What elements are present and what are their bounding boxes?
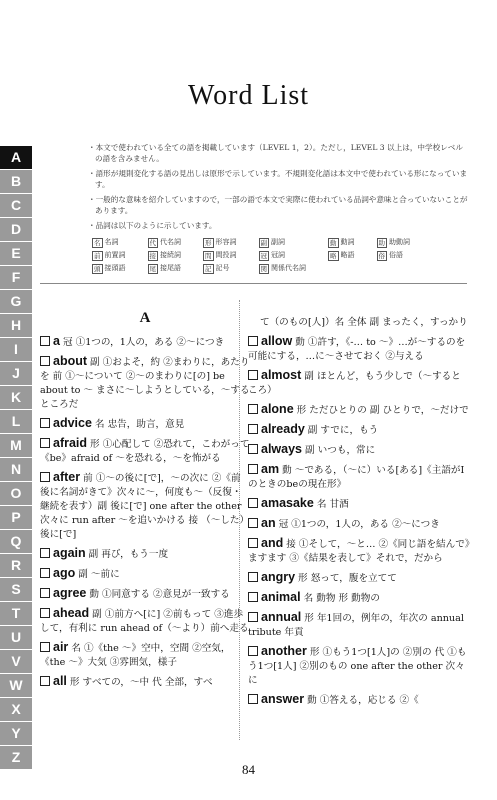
index-tab-z[interactable]: Z	[0, 746, 32, 770]
pos-label: 記号	[215, 264, 230, 272]
headword: animal	[261, 590, 301, 604]
pos-label: 関係代名詞	[271, 264, 306, 272]
index-tab-f[interactable]: F	[0, 266, 32, 290]
definition: 接 ①そして，〜と… ②《同じ語を結んで》ますます ③《結果を表して》それで，だから	[248, 539, 470, 564]
word-entry	[248, 610, 470, 640]
legend-item	[203, 263, 249, 274]
word-entry	[40, 334, 250, 350]
entry-checkbox[interactable]	[40, 588, 50, 598]
entry-checkbox[interactable]	[248, 646, 258, 656]
pos-label: 形容詞	[215, 238, 237, 246]
entry-checkbox[interactable]	[248, 694, 258, 704]
word-entry	[248, 442, 470, 458]
entry-checkbox[interactable]	[248, 404, 258, 414]
definition: 副 ①前方へ[に] ②前もって ③進歩して，有利に run ahead of（〜より）前へ走る	[40, 609, 249, 634]
definition: 冠 ①1つの，1人の，ある ②〜につき	[62, 337, 225, 348]
entry-checkbox[interactable]	[40, 472, 50, 482]
word-entry	[248, 462, 470, 492]
word-entry	[248, 644, 470, 688]
entry-checkbox[interactable]	[248, 424, 258, 434]
definition: 副 〜前に	[78, 569, 120, 580]
index-tab-x[interactable]: X	[0, 698, 32, 722]
index-tab-p[interactable]: P	[0, 506, 32, 530]
definition: 動 ①同意する ②意見が一致する	[89, 589, 230, 600]
index-tab-n[interactable]: N	[0, 458, 32, 482]
legend-item	[92, 263, 138, 274]
index-tab-t[interactable]: T	[0, 602, 32, 626]
pos-label: 助動詞	[389, 238, 410, 246]
index-tab-y[interactable]: Y	[0, 722, 32, 746]
definition: 副 ほとんど，もう少しで（〜するところ）	[248, 371, 461, 396]
definition: 動 ①答える，応じる ②《	[307, 695, 419, 706]
definition: 形 年1回の，例年の，年次の annual tribute 年貢	[248, 613, 464, 638]
word-entry	[248, 570, 470, 586]
index-tab-r[interactable]: R	[0, 554, 32, 578]
pos-abbr: 頭	[94, 264, 101, 273]
headword: all	[53, 674, 67, 688]
index-tab-m[interactable]: M	[0, 434, 32, 458]
pos-label: 略語	[340, 251, 355, 259]
headword: always	[261, 442, 303, 456]
legend-item	[148, 263, 194, 274]
section-letter: A	[139, 310, 151, 326]
pos-abbr: 略	[330, 251, 337, 260]
definition: 形 怒って，腹を立てて	[298, 573, 397, 584]
pos-abbr: 名	[94, 238, 101, 247]
word-entry	[40, 470, 250, 542]
entry-checkbox[interactable]	[40, 568, 50, 578]
pos-abbr: 冠	[260, 251, 267, 260]
word-entry	[248, 422, 470, 438]
page-number: 84	[242, 762, 255, 777]
definition: 形 ①もう1つ[1人]の ②別の 代 ①もう1つ[1人] ②別のもの one after the other 次々に	[248, 647, 467, 686]
headword: and	[261, 536, 284, 550]
entry-checkbox[interactable]	[40, 642, 50, 652]
word-entry	[40, 606, 250, 636]
headword: amasake	[261, 496, 314, 510]
word-entry	[40, 640, 250, 670]
pos-abbr: 接	[149, 251, 156, 260]
index-tab-k[interactable]: K	[0, 386, 32, 410]
entry-continuation: て（のもの[人]）名 全体 副 まったく，すっかり	[260, 317, 468, 328]
definition: 形 すべての，〜中 代 全部，すべ	[69, 677, 213, 688]
note: ・品詞は以下のように示しています。	[88, 221, 217, 230]
index-tab-v[interactable]: V	[0, 650, 32, 674]
headword: air	[53, 640, 69, 654]
definition: 動 ①許す，《-… to 〜》…が〜するのを可能にする，…に〜させておく ②与える	[248, 337, 466, 362]
pos-label: 名詞	[104, 238, 119, 246]
pos-label: 動詞	[340, 238, 355, 246]
definition: 副 ①およそ，約 ②まわりに，あたりを 前 ①〜について ②〜のまわりに[の] be about to 〜 まさに〜しようとしている，〜するところだ	[40, 357, 250, 410]
entry-checkbox[interactable]	[248, 444, 258, 454]
legend-item	[203, 237, 249, 248]
pos-abbr: 代	[149, 238, 156, 247]
word-entry	[40, 354, 250, 412]
definition: 名 忠告，助言，意見	[94, 419, 185, 430]
definition: 前 ①〜の後に[で]，〜の次に ②《前後に名詞がきて》次々に〜，何度も〜（反復・継続を表す）副 後に[で] one after the other 次々に run after 〜を追いかける 接 （〜した）後に[で]	[40, 473, 250, 540]
pos-abbr: 尾	[149, 264, 156, 273]
definition: 動 〜である，（〜に）いる[ある]《主語がIのときのbeの現在形》	[248, 465, 465, 490]
word-entry	[248, 334, 470, 364]
headword: afraid	[53, 436, 88, 450]
entry-checkbox[interactable]	[248, 538, 258, 548]
headword: alone	[261, 402, 294, 416]
legend-item	[92, 250, 138, 261]
headword: agree	[53, 586, 87, 600]
definition: 形 ただひとりの 副 ひとりで，〜だけで	[296, 405, 469, 416]
pos-label: 間投詞	[215, 251, 237, 259]
index-tab-e[interactable]: E	[0, 242, 32, 266]
headword: angry	[261, 570, 296, 584]
page-title: Word List	[187, 80, 310, 111]
index-tab-b[interactable]: B	[0, 170, 32, 194]
index-tab-s[interactable]: S	[0, 578, 32, 602]
definition: 名 動物 形 動物の	[303, 593, 380, 604]
note: ・語形が規則変化する語の見出しは原形で示しています。不規則変化語は本文中で使われている形になっています。	[88, 169, 468, 189]
word-entry	[248, 496, 470, 512]
alphabet-index	[0, 146, 32, 770]
entry-checkbox[interactable]	[248, 592, 258, 602]
headword: another	[261, 644, 307, 658]
entry-checkbox[interactable]	[40, 356, 50, 366]
headword: a	[53, 334, 60, 348]
definition: 形 ①心配して ②恐れて，こわがって《be》afraid of 〜を恐れる，〜を怖がる	[40, 439, 250, 464]
index-tab-q[interactable]: Q	[0, 530, 32, 554]
definition: 名 ①《the 〜》空中，空間 ②空気，《the 〜》大気 ③雰囲気，様子	[40, 643, 231, 668]
legend-item	[259, 250, 319, 261]
pos-label: 副詞	[271, 238, 285, 246]
legend-item	[259, 263, 319, 274]
pos-abbr: 動	[330, 238, 337, 247]
word-entry	[248, 368, 470, 398]
headword: answer	[261, 692, 305, 706]
headword: an	[261, 516, 276, 530]
legend-item	[148, 250, 194, 261]
usage-notes	[88, 142, 468, 274]
word-entry	[248, 516, 470, 532]
entry-checkbox[interactable]	[40, 336, 50, 346]
definition: 副 再び，もう一度	[88, 549, 169, 560]
pos-abbr: 関	[260, 264, 267, 273]
pos-abbr: 副	[260, 238, 267, 247]
index-tab-j[interactable]: J	[0, 362, 32, 386]
entry-checkbox[interactable]	[248, 572, 258, 582]
word-entry	[40, 546, 250, 562]
word-entry	[248, 590, 470, 606]
legend-item	[203, 250, 249, 261]
legend-item	[92, 237, 138, 248]
legend-item	[148, 237, 194, 248]
pos-label: 俗語	[389, 251, 403, 259]
left-column	[40, 310, 250, 694]
word-entry	[40, 436, 250, 466]
headword: annual	[261, 610, 302, 624]
headword: allow	[261, 334, 293, 348]
pos-label: 接頭語	[104, 264, 126, 272]
entry-checkbox[interactable]	[40, 418, 50, 428]
word-entry	[248, 536, 470, 566]
index-tab-i[interactable]: I	[0, 338, 32, 362]
entry-checkbox[interactable]	[40, 548, 50, 558]
index-tab-g[interactable]: G	[0, 290, 32, 314]
pos-abbr: 間	[205, 251, 212, 260]
word-entry	[40, 416, 250, 432]
pos-abbr: 記	[205, 264, 212, 273]
definition: 名 甘酒	[316, 499, 349, 510]
index-tab-w[interactable]: W	[0, 674, 32, 698]
entry-checkbox[interactable]	[248, 518, 258, 528]
headword: ahead	[53, 606, 90, 620]
index-tab-c[interactable]: C	[0, 194, 32, 218]
pos-label: 前置詞	[104, 251, 126, 259]
index-tab-l[interactable]: L	[0, 410, 32, 434]
pos-abbr: 形	[205, 238, 212, 247]
word-entry	[40, 586, 250, 602]
word-entry	[40, 566, 250, 582]
headword: after	[53, 470, 81, 484]
pos-label: 接尾語	[160, 264, 181, 272]
legend-item	[377, 250, 423, 261]
pos-abbr: 俗	[378, 251, 385, 260]
headword: again	[53, 546, 86, 560]
headword: am	[261, 462, 280, 476]
index-tab-u[interactable]: U	[0, 626, 32, 650]
word-entry	[248, 692, 470, 708]
entry-checkbox[interactable]	[248, 612, 258, 622]
headword: ago	[53, 566, 76, 580]
pos-label: 冠詞	[271, 251, 285, 259]
word-entry	[248, 402, 470, 418]
entry-checkbox[interactable]	[248, 370, 258, 380]
index-tab-o[interactable]: O	[0, 482, 32, 506]
entry-checkbox[interactable]	[40, 676, 50, 686]
legend-item	[328, 250, 367, 261]
pos-label: 代名詞	[160, 238, 181, 246]
note: ・一般的な意味を紹介していますので，一部の語で本文で実際に使われている品詞や意味と合っていないことがあります。	[88, 195, 468, 215]
entry-checkbox[interactable]	[40, 608, 50, 618]
definition: 副 すでに，もう	[307, 425, 379, 436]
headword: almost	[261, 368, 302, 382]
pos-abbr: 前	[94, 251, 101, 260]
definition: 副 いつも，常に	[305, 445, 376, 456]
part-of-speech-legend	[92, 237, 422, 274]
index-tab-h[interactable]: H	[0, 314, 32, 338]
headword: already	[261, 422, 305, 436]
legend-item	[259, 237, 319, 248]
pos-label: 接続詞	[160, 251, 181, 259]
index-tab-a[interactable]: A	[0, 146, 32, 170]
entry-checkbox[interactable]	[248, 498, 258, 508]
word-entry	[40, 674, 250, 690]
entry-checkbox[interactable]	[248, 336, 258, 346]
section-divider	[40, 283, 467, 284]
pos-abbr: 助	[378, 238, 385, 247]
legend-item	[328, 237, 367, 248]
entry-checkbox[interactable]	[40, 438, 50, 448]
headword: advice	[53, 416, 92, 430]
note: ・本文で使われている全ての語を掲載しています（LEVEL 1，2）。ただし，LEVEL 3 以上は，中学校レベルの語を含みません。	[88, 143, 463, 163]
definition: 冠 ①1つの，1人の，ある ②〜につき	[278, 519, 440, 530]
right-column	[248, 316, 470, 712]
headword: about	[53, 354, 88, 368]
index-tab-d[interactable]: D	[0, 218, 32, 242]
entry-checkbox[interactable]	[248, 464, 258, 474]
legend-item	[377, 237, 423, 248]
